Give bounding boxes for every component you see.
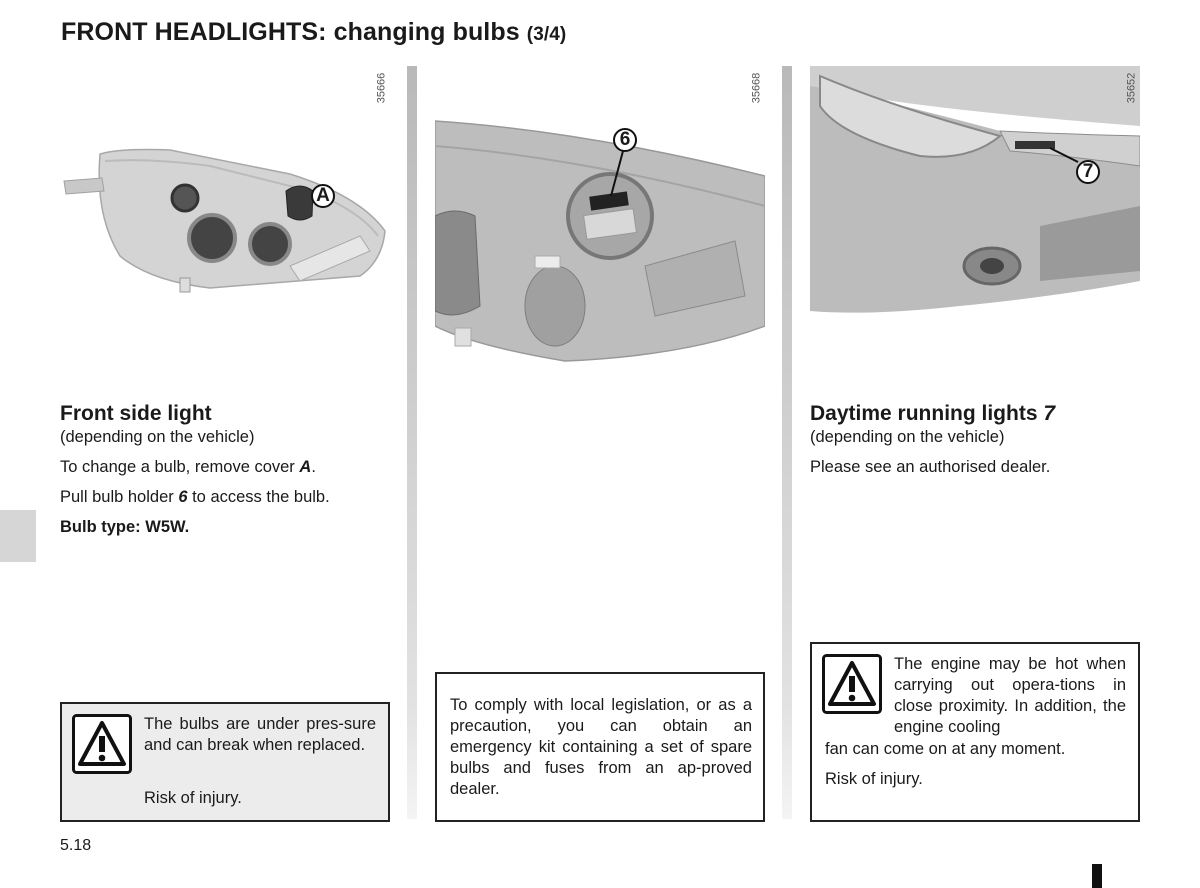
instruction-text: To change a bulb, remove cover (60, 458, 300, 476)
heading-ref: 7 (1043, 402, 1056, 425)
headlight-rear-illustration (60, 66, 390, 366)
warning-text: The engine may be hot when carrying out opera-tions in close proximity. In addition, the engine cooling (894, 655, 1126, 736)
change-bulb-instruction (60, 458, 316, 476)
bulb-holder-illustration (435, 66, 765, 366)
front-bumper-illustration (810, 66, 1140, 366)
warning-risk: Risk of injury. (825, 770, 923, 788)
heading-text: Daytime running lights (810, 402, 1044, 425)
figure-ref-number: 35668 (750, 72, 763, 104)
figure-ref-number: 35666 (375, 72, 388, 104)
cover-ref: A (299, 458, 312, 476)
warning-triangle-icon (822, 654, 882, 714)
page-title (61, 18, 566, 47)
bulb-pressure-warning (60, 702, 390, 822)
instruction-text: Pull bulb holder (60, 488, 179, 506)
page-title-indicator: (3/4) (526, 24, 567, 45)
callout-7: 7 (1076, 160, 1100, 184)
bulb-holder-instruction (60, 488, 330, 506)
emergency-kit-note (435, 672, 765, 822)
figure-front-bumper (810, 66, 1140, 366)
holder-ref: 6 (178, 488, 188, 506)
warning-text: The bulbs are under pres-sure and can break when replaced. (144, 715, 376, 754)
figure-ref-number: 35652 (1125, 72, 1138, 104)
page-number: 5.18 (60, 837, 92, 854)
chapter-tab (0, 510, 36, 562)
engine-hot-warning (810, 642, 1140, 822)
page-edge-marker (1092, 864, 1102, 888)
authorised-dealer-instruction: Please see an authorised dealer. (810, 458, 1051, 476)
page-title-text: FRONT HEADLIGHTS: changing bulbs (61, 18, 520, 46)
warning-risk: Risk of injury. (144, 789, 242, 807)
warning-triangle-icon (72, 714, 132, 774)
figure-bulb-holder (435, 66, 765, 366)
callout-6: 6 (613, 128, 637, 152)
front-side-light-subheading: (depending on the vehicle) (60, 428, 255, 446)
instruction-end: . (311, 458, 316, 476)
daytime-running-lights-heading (810, 402, 1055, 426)
daytime-running-lights-subheading: (depending on the vehicle) (810, 428, 1005, 446)
figure-headlight-rear (60, 66, 390, 366)
column-divider-right (782, 66, 792, 819)
instruction-end: to access the bulb. (187, 488, 330, 506)
front-side-light-heading: Front side light (60, 402, 212, 425)
warning-text-continued: fan can come on at any moment. (825, 740, 1066, 758)
emergency-kit-text: To comply with local legislation, or as a precaution, you can obtain an emergency kit containing a set of spare bulbs and fuses from an ap-proved dealer. (450, 696, 752, 798)
bulb-type: Bulb type: W5W. (60, 518, 190, 536)
column-divider-left (407, 66, 417, 819)
callout-a: A (311, 184, 335, 208)
